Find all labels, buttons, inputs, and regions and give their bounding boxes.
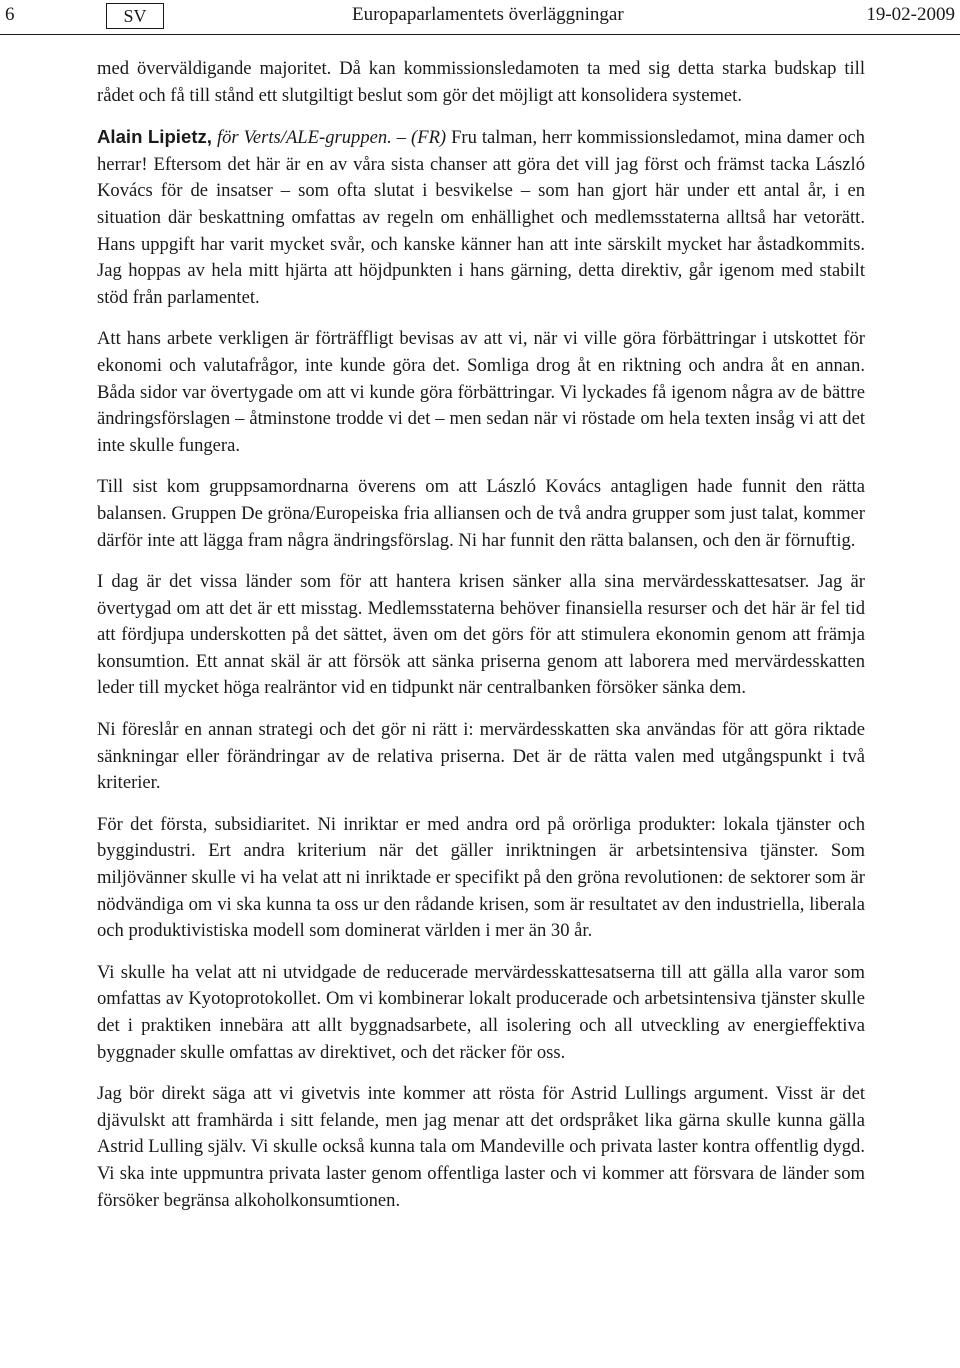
- page-header: [0, 0, 960, 32]
- paragraph-speech-intro: [97, 124, 865, 311]
- document-date: 19-02-2009: [866, 4, 955, 25]
- paragraph-3: Till sist kom gruppsamordnarna överens om att László Kovács antagligen hade funnit den rätta balansen. Gruppen De gröna/Europeiska fria alliansen och de två andra grupper som just talat, kommer därför inte att lägga fram några ändringsförslag. Ni har funnit den rätta balansen, och den är förnuftig.: [97, 476, 865, 551]
- document-title: Europaparlamentets överläggningar: [352, 4, 624, 25]
- paragraph-2: Att hans arbete verkligen är förträffligt bevisas av att vi, när vi ville göra förbättringar i utskottet för ekonomi och valutafrågor, inte kunde göra det. Somliga drog åt en riktning och andra åt en annan. Båda sidor var övertygade om att vi kunde göra förbättringar. Vi lyckades få igenom några av de bättre ändringsförslagen – åtminstone trodde vi det – men sedan när vi röstade om hela texten insåg vi att det inte skulle fungera.: [97, 328, 865, 456]
- paragraph-6: För det första, subsidiaritet. Ni inriktar er med andra ord på orörliga produkter: lokala tjänster och byggindustri. Ert andra kriterium när det gäller inriktningen är arbetsintensiva tjänster. Som miljövänner skulle vi ha velat att ni inriktade er specifikt på den gröna revolutionen: de sektorer som är nödvändiga om vi ska kunna ta oss ur den rådande krisen, som är resultatet av den industriella, liberala och produktivistiska modell som dominerat världen i mer än 30 år.: [97, 813, 865, 942]
- paragraph-8: Jag bör direkt säga att vi givetvis inte kommer att rösta för Astrid Lullings argument. Visst är det djävulskt att framhärda i sitt felande, men jag menar att det ordspråket lika gärna skulle kunna gälla Astrid Lulling själv. Vi skulle också kunna tala om Mandeville och privata laster kontra offentlig dygd. Vi ska inte uppmuntra privata laster genom offentliga laster och vi kommer att försvara de länder som försöker begränsa alkoholkonsumtionen.: [97, 1083, 865, 1211]
- paragraph-7: Vi skulle ha velat att ni utvidgade de reducerade mervärdesskattesatserna till att gälla alla varor som omfattas av Kyotoprotokollet. Om vi kombinerar lokalt producerade och arbetsintensiva tjänster skulle det i praktiken innebära att allt byggnadsarbete, all isolering och all utveckling av energieffektiva byggnader skulle omfattas av direktivet, och det räcker för oss.: [97, 961, 865, 1063]
- page-number: 6: [5, 4, 15, 25]
- speech-language: (FR): [411, 127, 447, 149]
- speaker-name: Alain Lipietz,: [97, 126, 212, 148]
- speaker-dash: –: [391, 127, 412, 149]
- paragraph-1-text: Fru talman, herr kommissionsledamot, mina damer och herrar! Eftersom det här är en av våra sista chanser att göra det vill jag först och främst tacka László Kovács för de insatser – som ofta slutat i besvikelse – som han gjort här under ett antal år, i en situation där beskattning omfattas av regeln om enhällighet och medlemsstaterna alltså har vetorätt. Hans uppgift har varit mycket svår, och kanske känner han att inte särskilt mycket har åstadkommits. Jag hoppas av hela mitt hjärta att höjdpunkten i hans gärning, detta direktiv, går igenom med stabilt stöd från parlamentet.: [97, 127, 865, 308]
- paragraph-4: I dag är det vissa länder som för att hantera krisen sänker alla sina mervärdesskattesatser. Jag är övertygad om att det är ett misstag. Medlemsstaterna behöver finansiella resurser och det här är fel tid att fördjupa underskotten på det sättet, även om det görs för att stimulera ekonomin genom att främja konsumtion. Ett annat skäl är att försök att sänka priserna genom att laborera med mervärdesskatten leder till mycket höga realräntor vid en tidpunkt när centralbanken försöker sänka dem.: [97, 571, 865, 699]
- paragraph-0: med överväldigande majoritet. Då kan kommissionsledamoten ta med sig detta starka budskap till rådet och få till stånd ett slutgiltigt beslut som gör det möjligt att konsolidera systemet.: [97, 58, 865, 106]
- document-body: [97, 56, 865, 1229]
- paragraph-5: Ni föreslår en annan strategi och det gör ni rätt i: mervärdesskatten ska användas för att göra riktade sänkningar eller förändringar av de relativa priserna. Det är de rätta valen med utgångspunkt i två kriterier.: [97, 719, 865, 794]
- header-divider: [0, 34, 960, 35]
- language-badge: SV: [106, 3, 164, 29]
- speaker-group: för Verts/ALE-gruppen.: [216, 127, 392, 149]
